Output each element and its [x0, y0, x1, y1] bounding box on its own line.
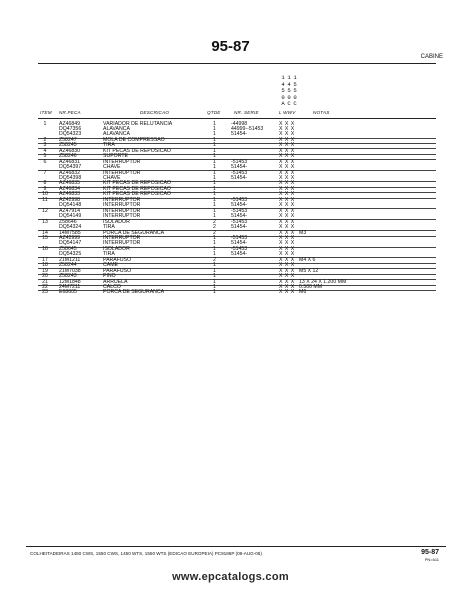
model-col-char: 0	[287, 93, 291, 101]
cell-part: AZ42999	[59, 234, 81, 241]
cell-qty: 1	[213, 131, 216, 138]
footer-page-code: 95-87	[421, 549, 439, 556]
cell-note: M5 X 12	[299, 267, 319, 274]
model-col-char: 1	[281, 74, 285, 81]
cell-flag: X X X	[279, 175, 295, 181]
header-qty: QTDE	[207, 110, 221, 115]
cell-qty: 1	[213, 153, 216, 160]
model-col-char: 5	[293, 87, 297, 95]
top-rule	[38, 63, 436, 64]
cell-item: 2	[43, 136, 47, 143]
cell-item: 3	[43, 142, 47, 149]
cell-item: 17	[42, 256, 48, 263]
model-col-char: 1	[293, 74, 297, 81]
cell-flag: X X X	[279, 273, 295, 280]
cell-item: 8	[43, 180, 47, 187]
cell-part: AZ42998	[59, 196, 81, 203]
cell-desc: TIRA	[103, 224, 115, 231]
cell-part: AZ46849	[59, 120, 81, 127]
cell-flag: X X X	[279, 262, 295, 269]
cell-part: AZ46832	[59, 169, 81, 176]
cell-flag: X X X	[279, 202, 295, 209]
cell-qty: 1	[213, 120, 216, 127]
cell-desc: KIT PECAS DE REPOSICAO	[103, 185, 171, 192]
cell-qty: 1	[213, 284, 216, 290]
cell-part: Z58243	[59, 273, 77, 280]
cell-qty: 2	[213, 224, 216, 231]
cell-part: AZ46831	[59, 158, 81, 165]
cell-part: 24M7211	[59, 284, 81, 290]
cell-part: DQ54397	[59, 164, 82, 171]
cell-flag: X X X	[279, 131, 295, 138]
cell-item: 14	[42, 229, 48, 236]
cell-desc: ISOLADOR	[103, 218, 130, 225]
cell-desc: CHAVE	[103, 164, 121, 171]
cell-serial: 51454-	[231, 175, 248, 181]
cell-note: M3	[299, 229, 307, 236]
cell-part: AZ46835	[59, 180, 81, 187]
cell-part: Z58645	[59, 245, 77, 252]
cell-desc: ARRUELA	[103, 278, 128, 285]
cell-flag: X X X	[279, 169, 295, 176]
cell-flag: X X X	[279, 180, 295, 187]
cell-desc: PORCA DE SEGURANCA	[103, 289, 165, 296]
cell-desc: INTERRUPTOR	[103, 196, 141, 203]
cell-qty: 2	[213, 256, 216, 263]
cell-serial: -51453	[231, 218, 248, 225]
cell-item: 22	[42, 284, 48, 290]
cell-item: 20	[42, 273, 48, 280]
model-col-char: 1	[287, 74, 291, 81]
cell-part: 12M1848	[59, 278, 81, 285]
cell-qty: 1	[213, 251, 216, 258]
cell-part: 21M1211	[59, 256, 81, 263]
cell-item: 19	[42, 267, 48, 274]
cell-qty: 1	[213, 234, 216, 241]
header-serial: NR. SERIE	[234, 110, 259, 115]
cell-serial: -51453	[231, 207, 248, 214]
cell-part: DQ54149	[59, 213, 82, 220]
cell-qty: 1	[213, 142, 216, 149]
cell-flag: X X X	[279, 136, 295, 143]
cell-part: AZ47914	[59, 207, 81, 214]
cell-desc: CAME	[103, 262, 118, 269]
cell-flag: X X X	[279, 142, 295, 149]
cell-desc: KIT PECAS DE REPOSICAO	[103, 191, 171, 198]
cell-serial: -51453	[231, 245, 248, 252]
cell-part: DQ54323	[59, 131, 82, 138]
cell-qty: 2	[213, 229, 216, 236]
cell-desc: INTERRUPTOR	[103, 169, 141, 176]
cell-qty: 1	[213, 136, 216, 143]
cell-item: 15	[42, 234, 48, 241]
cell-part: Z58246	[59, 153, 77, 160]
cell-desc: PARAFUSO	[103, 256, 132, 263]
cell-part: Z58247	[59, 136, 77, 143]
cell-serial: 51454-	[231, 131, 248, 138]
cell-note: 0.500 MM	[299, 284, 323, 290]
cell-qty: 1	[213, 196, 216, 203]
model-col-char: 4	[287, 80, 291, 88]
cell-qty: 1	[213, 245, 216, 252]
header-part: NR.PECA	[59, 110, 81, 115]
cell-flag: X X X	[279, 278, 295, 285]
section-label: CABINE	[420, 54, 443, 60]
cell-item: 7	[43, 169, 47, 176]
cell-qty: 1	[213, 169, 216, 176]
footer-rule	[26, 546, 446, 547]
cell-desc: PINO	[103, 273, 116, 280]
cell-item: 11	[42, 196, 48, 203]
cell-item: 16	[42, 245, 48, 252]
cell-part: DQ47356	[59, 125, 82, 132]
cell-qty: 1	[213, 180, 216, 187]
footer-text: COLHEITADEIRAS 1450 CWS, 1550 CWS, 1450 WTS, 1550 WTS (EDICAO EUROPEIA) PC9186P (09-AUG-06)	[30, 551, 262, 556]
cell-item: 13	[42, 218, 48, 225]
cell-desc: TIRA	[103, 251, 115, 258]
cell-part: AZ46830	[59, 147, 81, 154]
cell-desc: CALCO	[103, 284, 121, 290]
cell-desc: ALAVANCA	[103, 131, 130, 138]
cell-desc: ALAVANCA	[103, 125, 130, 132]
cell-note: 13 X 24 X 1.200 MM	[299, 278, 347, 285]
cell-flag: X X X	[279, 218, 295, 225]
cell-part: Z58646	[59, 218, 77, 225]
cell-flag: X X X	[279, 125, 295, 132]
cell-desc: TIRA	[103, 142, 115, 149]
footer-sub-code: PN=611	[424, 557, 439, 562]
cell-part: DQ54398	[59, 175, 82, 181]
cell-desc: INTERRUPTOR	[103, 202, 141, 209]
cell-part: DQ54324	[59, 224, 82, 231]
cell-qty: 2	[213, 218, 216, 225]
cell-desc: INTERRUPTOR	[103, 158, 141, 165]
model-col-char: 0	[281, 93, 285, 101]
cell-flag: X X X	[279, 164, 295, 171]
cell-serial: 51454-	[231, 251, 248, 258]
cell-item: 6	[43, 158, 47, 165]
cell-desc: KIT PECAS DE REPOSICAO	[103, 147, 171, 154]
cell-flag: X X X	[279, 240, 295, 247]
header-cols: L WWV	[279, 110, 296, 115]
cell-flag: X X X	[279, 185, 295, 192]
model-col-char: C	[293, 100, 297, 108]
cell-qty: 1	[213, 191, 216, 198]
cell-serial: -44998	[231, 120, 248, 127]
cell-part: DQ54148	[59, 202, 82, 209]
cell-serial: 51454-	[231, 224, 248, 231]
cell-qty: 1	[213, 289, 216, 296]
table-row	[0, 290, 461, 296]
cell-serial: 51454-	[231, 202, 248, 209]
cell-qty: 1	[213, 185, 216, 192]
cell-qty: 1	[213, 262, 216, 269]
cell-serial: -51453	[231, 196, 248, 203]
cell-part: 14M7585	[59, 229, 81, 236]
cell-serial: 51454-	[231, 213, 248, 220]
cell-item: 5	[43, 153, 47, 160]
cell-part: Z58244	[59, 262, 77, 269]
cell-item: 10	[42, 191, 48, 198]
cell-part: Z58245	[59, 142, 77, 149]
cell-note: M4 X 6	[299, 256, 316, 263]
cell-desc: CHAVE	[103, 175, 121, 181]
cell-flag: X X X	[279, 284, 295, 290]
cell-qty: 1	[213, 278, 216, 285]
cell-desc: MOLA DE COMPRESSAO	[103, 136, 165, 143]
model-col-char: 5	[293, 80, 297, 88]
cell-qty: 1	[213, 158, 216, 165]
cell-qty: 1	[213, 125, 216, 132]
cell-desc: ISOLADOR	[103, 245, 130, 252]
cell-part: DQ54147	[59, 240, 82, 247]
cell-flag: X X X	[279, 207, 295, 214]
cell-note: M6	[299, 289, 307, 296]
cell-serial: -51453	[231, 169, 248, 176]
header-item: ITEM	[40, 110, 52, 115]
cell-item: 9	[43, 185, 47, 192]
cell-qty: 1	[213, 175, 216, 181]
cell-flag: X X X	[279, 245, 295, 252]
cell-qty: 1	[213, 213, 216, 220]
model-col-char: 5	[281, 87, 285, 95]
cell-qty: 1	[213, 164, 216, 171]
cell-part: 21M7038	[59, 267, 81, 274]
cell-qty: 1	[213, 147, 216, 154]
cell-flag: X X X	[279, 153, 295, 160]
cell-flag: X X X	[279, 213, 295, 220]
cell-desc: INTERRUPTOR	[103, 240, 141, 247]
header-rule	[38, 118, 436, 119]
cell-item: 18	[42, 262, 48, 269]
cell-qty: 1	[213, 207, 216, 214]
watermark: www.epcatalogs.com	[172, 571, 289, 583]
cell-serial: -51453	[231, 158, 248, 165]
page-title: 95-87	[211, 38, 250, 55]
cell-item: 4	[43, 147, 47, 154]
cell-item: 23	[42, 289, 48, 296]
cell-serial: -51453	[231, 234, 248, 241]
cell-flag: X X X	[279, 224, 295, 231]
header-notes: NOTAS	[313, 110, 330, 115]
header-desc: DESCRICAO	[140, 110, 170, 115]
cell-desc: INTERRUPTOR	[103, 213, 141, 220]
cell-item: 12	[42, 207, 48, 214]
cell-flag: X X X	[279, 267, 295, 274]
cell-flag: X X X	[279, 229, 295, 236]
cell-serial: 51454-	[231, 164, 248, 171]
cell-desc: INTERRUPTOR	[103, 234, 141, 241]
cell-part: E68605	[59, 289, 77, 296]
cell-item: 21	[42, 278, 48, 285]
cell-desc: SUPORTE	[103, 153, 128, 160]
cell-flag: X X X	[279, 256, 295, 263]
cell-flag: X X X	[279, 251, 295, 258]
cell-desc: KIT PECAS DE REPOSICAO	[103, 180, 171, 187]
cell-serial: 44999--51453	[231, 125, 264, 132]
cell-qty: 1	[213, 202, 216, 209]
cell-flag: X X X	[279, 147, 295, 154]
cell-desc: INTERRUPTOR	[103, 207, 141, 214]
cell-qty: 1	[213, 240, 216, 247]
cell-flag: X X X	[279, 234, 295, 241]
cell-serial: 51454-	[231, 240, 248, 247]
cell-item: 1	[43, 120, 47, 127]
cell-desc: PARAFUSO	[103, 267, 132, 274]
cell-part: AZ46834	[59, 185, 81, 192]
cell-desc: PORCA DE SEGURANCA	[103, 229, 165, 236]
cell-flag: X X X	[279, 158, 295, 165]
cell-flag: X X X	[279, 289, 295, 296]
cell-desc: VARIADOR DE RELUTANCIA	[103, 120, 173, 127]
cell-qty: 1	[213, 273, 216, 280]
model-col-char: 0	[293, 93, 297, 101]
cell-flag: X X X	[279, 191, 295, 198]
cell-part: AZ46833	[59, 191, 81, 198]
model-col-char: 5	[287, 87, 291, 95]
model-col-char: C	[287, 100, 291, 108]
cell-qty: 1	[213, 267, 216, 274]
cell-part: DQ54325	[59, 251, 82, 258]
model-col-char: A	[281, 100, 285, 108]
cell-flag: X X X	[279, 120, 295, 127]
model-col-char: 4	[281, 80, 285, 88]
cell-flag: X X X	[279, 196, 295, 203]
